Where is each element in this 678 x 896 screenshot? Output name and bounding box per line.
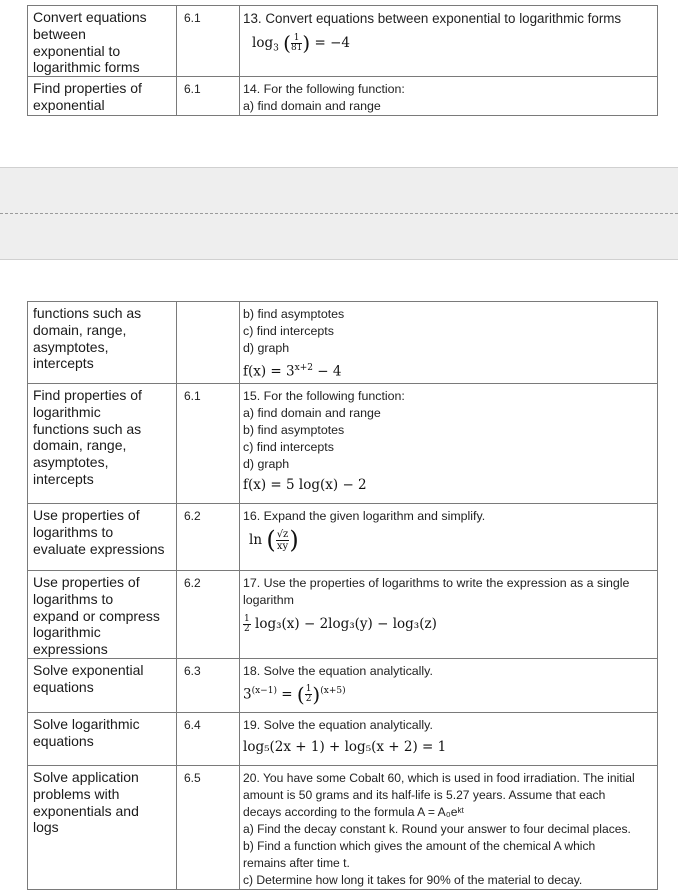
text-line: c) Determine how long it takes for 90% of the material to decay.	[243, 872, 583, 887]
text-line: expressions	[33, 641, 108, 658]
text-line: c) find intercepts	[243, 324, 334, 338]
equation: log₅(2x + 1) + log₅(x + 2) = 1	[243, 738, 447, 755]
objectives-table-top	[27, 5, 658, 116]
text-line: logarithms to	[33, 590, 114, 607]
text-line: expand or compress	[33, 607, 160, 624]
section-cell: 6.2	[177, 504, 240, 571]
text-line: 1	[305, 684, 312, 695]
text-line: domain, range,	[33, 321, 127, 338]
question-cell	[240, 571, 658, 659]
text-line: 17. Use the properties of logarithms to write the expression as a single	[243, 576, 630, 590]
text-line: Use properties of	[33, 574, 140, 590]
text-line: log	[252, 35, 274, 51]
text-line: problems with	[33, 785, 120, 802]
section-cell: 6.4	[177, 712, 240, 765]
text-line: Find properties of	[33, 387, 142, 403]
text-line: exponentials and	[33, 802, 139, 819]
text-line: ln	[249, 532, 263, 548]
text-line: 1	[244, 614, 250, 624]
equation: f(x) = 5 log(x) − 2	[243, 477, 367, 493]
text-line: 20. You have some Cobalt 60, which is used in food irradiation. The initial	[243, 770, 635, 785]
text-line: 2	[244, 624, 250, 634]
text-line: intercepts	[33, 355, 94, 372]
text-line: x+2	[294, 363, 313, 373]
equation: $\log_3$ ( $\frac{1}{81}$ ) = −4	[252, 31, 350, 55]
text-line: c) find intercepts	[243, 440, 334, 454]
text-line: logarithm	[243, 593, 294, 607]
text-line: intercepts	[33, 470, 94, 487]
equation: ln ( $\frac{√z}{xy}$ )	[249, 526, 299, 554]
text-line: equations	[33, 678, 94, 695]
text-line: functions such as	[33, 420, 142, 437]
text-line: asymptotes,	[33, 454, 109, 471]
text-line: Solve application	[33, 768, 139, 785]
text-line: 15. For the following function:	[243, 389, 405, 403]
table-row	[28, 302, 658, 384]
text-line: remains after time t.	[243, 855, 350, 870]
text-line: domain, range,	[33, 437, 127, 454]
text-line: =	[276, 686, 297, 703]
text-line: (x−1)	[251, 685, 277, 696]
question-cell	[240, 302, 658, 384]
text-line: asymptotes,	[33, 338, 109, 355]
question-cell	[240, 712, 658, 765]
question-cell	[240, 765, 658, 889]
topic-cell	[28, 712, 177, 765]
topic-cell	[28, 571, 177, 659]
page-break-line	[0, 213, 678, 214]
topic-cell: Convert equations between exponential to logarithmic forms	[28, 6, 177, 77]
text-line: 16. Expand the given logarithm and simplify.	[243, 509, 486, 523]
question-cell: 13. Convert equations between exponential to logarithmic forms $\log_3$ ( $\frac{1}{81}$ ) = −4	[240, 6, 658, 77]
section-cell: 6.3	[177, 658, 240, 712]
text-line: functions such as	[33, 305, 142, 321]
equation: $3^{(x-1)}$ = ( $\frac{1}{2}$ )$^{(x+5)}$	[243, 682, 346, 707]
table-row	[28, 504, 658, 571]
text-line: b) Find a function which gives the amount of the chemical A which	[243, 838, 596, 853]
table-row	[28, 658, 658, 712]
text-line: xy	[276, 541, 289, 552]
objectives-table-bottom	[27, 301, 658, 890]
text-line: 19. Solve the equation analytically.	[243, 717, 433, 732]
text-line: − 4	[312, 363, 342, 380]
text-line: a) Find the decay constant k. Round your answer to four decimal places.	[243, 821, 631, 836]
text-line: amount is 50 grams and its half-life is 5.27 years. Assume that each	[243, 787, 606, 802]
equation	[243, 615, 653, 634]
page-edge	[0, 259, 678, 260]
section-cell	[177, 302, 240, 384]
table-row	[28, 384, 658, 504]
table-row	[28, 571, 658, 659]
text-line: 81	[290, 43, 303, 53]
equation	[243, 360, 653, 381]
topic-cell	[28, 384, 177, 504]
text-line: 1	[291, 34, 302, 44]
table-row	[28, 77, 658, 116]
text-line: a) find domain and range	[243, 406, 381, 420]
topic-cell	[28, 504, 177, 571]
section-cell: 6.5	[177, 765, 240, 889]
text-line: decays according to the formula A = A₀eᵏᵗ	[243, 804, 465, 819]
text-line: log₃(x) − 2log₃(y) − log₃(z)	[255, 616, 437, 632]
text-line: 3	[273, 43, 279, 54]
text-line: evaluate expressions	[33, 540, 165, 557]
question-cell	[240, 384, 658, 504]
table-row	[28, 712, 658, 765]
text-line: √z	[276, 529, 289, 540]
text-line: (x+5)	[320, 685, 346, 696]
text-line: 18. Solve the equation analytically.	[243, 663, 433, 678]
topic-cell	[28, 765, 177, 889]
table-row	[28, 6, 658, 77]
text-line: logarithmic	[33, 624, 101, 641]
text-line: Solve logarithmic	[33, 715, 140, 732]
text-line: 2	[305, 694, 312, 705]
text-line: f(x) = 3	[243, 363, 295, 380]
text-line: b) find asymptotes	[243, 307, 345, 321]
question-cell	[240, 504, 658, 571]
topic-cell: Find properties of exponential	[28, 77, 177, 116]
text-line: 3	[243, 686, 252, 703]
question-cell	[240, 658, 658, 712]
text-line: Solve exponential	[33, 661, 144, 678]
section-cell: 6.1	[177, 6, 240, 77]
topic-cell	[28, 658, 177, 712]
section-cell: 6.1	[177, 77, 240, 116]
text-line: Use properties of	[33, 507, 140, 523]
text-line: d) graph	[243, 341, 290, 355]
topic-cell	[28, 302, 177, 384]
text-line: equations	[33, 732, 94, 749]
text-line: logarithmic	[33, 403, 101, 420]
table-row	[28, 765, 658, 889]
text-line: logarithms to	[33, 523, 114, 540]
question-cell: 14. For the following function: a) find domain and range	[240, 77, 658, 116]
text-line: logs	[33, 819, 59, 836]
text-line: = −4	[310, 35, 350, 51]
section-cell: 6.2	[177, 571, 240, 659]
section-cell: 6.1	[177, 384, 240, 504]
text-line: d) graph	[243, 457, 290, 471]
text-line: b) find asymptotes	[243, 423, 345, 437]
